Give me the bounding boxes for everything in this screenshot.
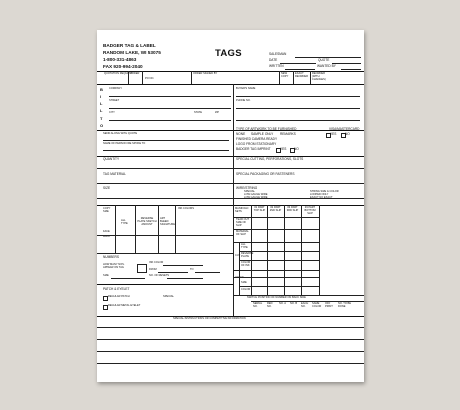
rule	[97, 235, 233, 236]
rule	[233, 277, 319, 278]
material-of-slip-label: MATERIAL OF SLIP	[236, 230, 249, 236]
buyers-name-line[interactable]	[236, 96, 360, 97]
instruction-line[interactable]	[97, 327, 364, 328]
wanted-by-line[interactable]	[341, 69, 361, 70]
cut-row-label: REVERSE PLATE	[241, 252, 254, 258]
no-of-resets-label: NO. OF RESETS	[149, 274, 170, 277]
bill-to-letter: L	[100, 108, 103, 113]
rule	[97, 253, 233, 254]
instruction-line[interactable]	[97, 363, 364, 364]
company-name: BADGER TAG & LABEL	[103, 43, 156, 48]
tag-material-label: TAG MATERIAL	[103, 172, 126, 176]
to-label: TO	[190, 268, 194, 271]
regular-patch-label: REGULAR PATCH	[108, 295, 130, 298]
artwork-sample-only-option[interactable]: SAMPLE ONLY	[251, 132, 274, 136]
order-form-sheet	[97, 30, 364, 382]
street-field-label: STREET	[109, 99, 120, 102]
switch-col: NO. TO BE DONE	[338, 302, 352, 308]
numbers-label: NUMBERS	[103, 255, 119, 259]
manifold-sets-label: MANIFOLD SETS	[235, 207, 249, 213]
quote-line[interactable]	[332, 63, 361, 64]
rule	[97, 205, 364, 206]
name-of-person-label: NAME OF PERSON WE SPOKE TO	[103, 142, 146, 145]
manifold-header: #3 PART 3RD SLIP	[286, 206, 299, 212]
wire-option[interactable]: LOW GAUGE WIRE	[244, 196, 268, 199]
string-option[interactable]: EXACT NO EXACT	[310, 196, 333, 199]
visa-no-label: NO	[345, 132, 350, 136]
quotation-request-label: QUOTATION REQUEST	[104, 72, 133, 75]
artwork-finished-option[interactable]: FINISHED CAMERA READY	[236, 137, 278, 141]
switch-position-label: SWITCH POSITION OF NUMBER ON BACK SIDE	[247, 296, 306, 299]
badger-imprint-label: BADGER TAG IMPRINT	[236, 147, 271, 151]
visa-label: VISA/MASTERCARD	[329, 127, 360, 131]
po-no-label: PO NO.	[145, 77, 155, 80]
switch-col: RED NO.	[267, 302, 273, 308]
cut-row-label: ALL TYPE	[241, 243, 248, 249]
company-phone: 1-800-331-4863	[103, 57, 137, 62]
wanted-by-label: WANTED BY	[317, 64, 336, 68]
ink-colors-label: INK COLORS	[178, 207, 194, 210]
quantity-label: QUANTITY	[103, 157, 120, 161]
reorder-with-changes-label: REORDER (WITH CHANGES)	[312, 72, 326, 81]
bill-to-letter: L	[100, 101, 103, 106]
rule	[233, 270, 319, 271]
zip-field-label: ZIP	[215, 111, 220, 114]
divider	[267, 205, 268, 295]
salesman-label: SALESMAN	[269, 52, 287, 56]
rule	[97, 84, 364, 85]
date-line[interactable]	[280, 63, 316, 64]
numbers-size-line[interactable]	[111, 278, 145, 279]
phone-line[interactable]	[236, 108, 360, 109]
numbers-size-label: SIZE	[103, 274, 109, 277]
city-field-label: CITY	[109, 111, 115, 114]
instruction-line[interactable]	[97, 339, 364, 340]
buyers-name-label: BUYER'S NAME	[236, 87, 256, 90]
all-type-label: ALL TYPE	[121, 219, 128, 225]
divider	[128, 71, 129, 84]
form-title: TAGS	[215, 48, 242, 59]
bill-to-letter: I	[100, 94, 102, 99]
back-label: BACK	[103, 235, 111, 238]
divider	[233, 205, 234, 316]
rule	[239, 260, 319, 261]
rule	[97, 168, 364, 169]
face-label: FACE	[103, 230, 110, 233]
written-label: WRITTEN	[269, 64, 284, 68]
order-signed-by-label: ORDER SIGNED BY	[193, 72, 218, 75]
special-cutting-label: SPECIAL CUTTING, PERFORATIONS, SLOTS	[236, 157, 304, 161]
metal-eyelet-checkbox[interactable]	[103, 305, 108, 310]
switch-col: NO. B	[290, 302, 298, 305]
holes-side-label: HOLES	[235, 276, 244, 279]
cut-row-label: COLOR OF INK	[241, 261, 251, 267]
art-bleed-label: ART BLEED SIGNATURE	[160, 217, 175, 226]
divider	[284, 205, 285, 295]
type-of-artwork-label: TYPE OF ARTWORK TO BE FURNISHED	[236, 127, 297, 131]
bill-to-letter: T	[100, 116, 103, 121]
divider	[233, 130, 234, 156]
metal-eyelet-label: REGULAR METAL EYELET	[108, 304, 141, 307]
holes-size-label: SIZE	[241, 281, 247, 284]
wire-option[interactable]: SPECIAL	[244, 190, 255, 193]
imprint-yes-label: YES	[280, 147, 287, 151]
holes-color-label: COLOR	[241, 288, 251, 291]
phone-no-label: PHONE NO.	[236, 99, 251, 102]
artwork-remarks-label: REMARKS	[280, 132, 296, 136]
send-along-label: SEND ALONG WITH QUOTE	[103, 132, 138, 135]
switch-col: NO. A	[279, 302, 286, 305]
ink-color-label: INK COLOR	[149, 261, 164, 264]
divider	[175, 205, 176, 253]
divider	[279, 71, 280, 84]
special-packaging-label: SPECIAL PACKAGING OR FASTENERS	[236, 172, 295, 176]
artwork-logo-option[interactable]: LOGO FROM STATIONARY	[236, 142, 277, 146]
divider	[115, 205, 116, 253]
divider	[301, 205, 302, 295]
divider	[239, 242, 240, 295]
switch-col: EACH NO.	[301, 302, 309, 308]
new-copy-label: NEW COPY	[281, 72, 289, 78]
company-fax: FAX 920-994-2040	[103, 64, 143, 69]
name-of-person-line[interactable]	[103, 150, 229, 151]
divider	[142, 71, 143, 84]
string-option[interactable]: LOOPED ONLY	[310, 193, 329, 196]
bill-to-letter: B	[100, 87, 103, 92]
city-line[interactable]	[109, 120, 231, 121]
size-label: SIZE	[103, 186, 111, 190]
exact-reorder-label: EXACT REORDER	[295, 72, 308, 78]
switch-col: SAME COLOR	[312, 302, 322, 308]
artwork-none-option[interactable]: NONE	[236, 132, 246, 136]
rule	[239, 286, 319, 287]
instruction-line[interactable]	[97, 351, 364, 352]
bill-to-letter: O	[100, 123, 104, 128]
divider	[135, 205, 136, 253]
how-many-label: HOW MANY NOS. APPEAR ON TAG	[103, 263, 125, 270]
rule	[97, 156, 364, 157]
switch-col: SERIAL NO.	[253, 302, 263, 308]
rule	[97, 284, 233, 285]
from-label: FROM	[149, 268, 157, 271]
divider	[233, 84, 234, 130]
manifold-header: #4 PART BOTTOM SLIP	[304, 206, 316, 215]
wire-option[interactable]: LOW GAUGE WIRE	[244, 193, 268, 196]
company-city: RANDOM LAKE, WI 53075	[103, 50, 161, 55]
divider	[158, 205, 159, 253]
patch-special-label: SPECIAL	[163, 295, 174, 298]
manifold-header: #2 PART 2ND SLIP	[269, 206, 282, 212]
divider	[310, 71, 311, 84]
manifold-header: #1 PART TOP SLIP	[253, 206, 266, 212]
reverse-plate-label: REVERSE PLATE SKETCH AMOUNT	[137, 217, 157, 226]
cut-side-label: CUT	[235, 254, 241, 257]
visa-yes-label: YES	[330, 132, 337, 136]
divider	[319, 205, 320, 295]
special-instructions-label: SPECIAL INSTRUCTIONS OR COMPETITIVE INFORMATION	[173, 317, 246, 320]
how-many-box[interactable]	[137, 264, 147, 273]
divider	[293, 71, 294, 84]
patch-eyelet-label: PATCH & EYELET	[103, 287, 130, 291]
imprint-no-label: NO	[294, 147, 299, 151]
copy-size-label: COPY SIZE	[103, 207, 111, 213]
from-line[interactable]	[158, 272, 188, 273]
divider	[191, 71, 192, 84]
quote-label: QUOTE	[318, 58, 330, 62]
company-line[interactable]	[109, 96, 231, 97]
date-label: DATE	[269, 58, 278, 62]
to-line[interactable]	[195, 272, 220, 273]
string-option[interactable]: STRING SIZE & COLOR	[310, 190, 339, 193]
order-label: ORDER	[130, 72, 140, 75]
regular-patch-checkbox[interactable]	[103, 296, 108, 301]
switch-col: OFF PRINT	[325, 302, 333, 308]
tear-out-label: TEAR OUT SIZE OF SLIP	[236, 218, 250, 227]
send-along-line[interactable]	[103, 140, 229, 141]
rule	[97, 183, 364, 184]
no-of-resets-line[interactable]	[167, 278, 203, 279]
written-line[interactable]	[285, 69, 315, 70]
divider	[251, 205, 252, 295]
street-line[interactable]	[109, 108, 231, 109]
company-field-label: COMPANY	[109, 87, 122, 90]
ink-color-line[interactable]	[163, 265, 203, 266]
state-field-label: STATE	[194, 111, 202, 114]
wire-string-label: WIRE/STRING	[236, 186, 258, 190]
extra-line[interactable]	[236, 120, 360, 121]
